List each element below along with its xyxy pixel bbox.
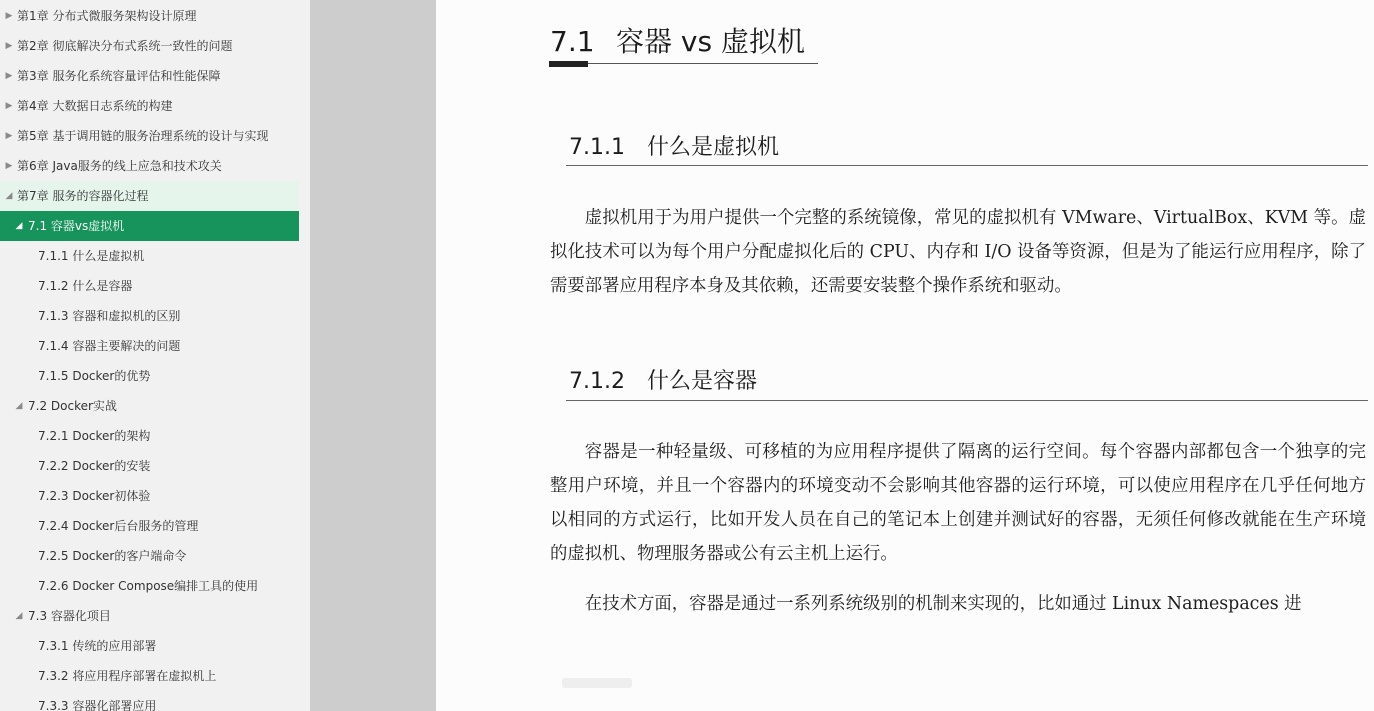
section-underline bbox=[549, 63, 818, 64]
expand-arrow-icon[interactable]: ▶ bbox=[5, 101, 13, 111]
section-title: 容器 vs 虚拟机 bbox=[616, 25, 805, 58]
toc-item[interactable] bbox=[0, 631, 299, 661]
toc-item[interactable] bbox=[0, 361, 299, 391]
toc-item[interactable] bbox=[0, 601, 299, 631]
subsection-title: 什么是虚拟机 bbox=[647, 135, 780, 160]
paragraph: 虚拟机用于为用户提供一个完整的系统镜像，常见的虚拟机有 VMware、VirtualBox、KVM 等。虚拟化技术可以为每个用户分配虚拟化后的 CPU、内存和 I/O 设备等资源，但是为了能运行应用程序，除了需要部署应用程序本身及其依赖，还需要安装整个操作系统和驱动。 bbox=[550, 208, 1366, 296]
toc-item[interactable] bbox=[0, 241, 299, 271]
subsection-underline bbox=[566, 400, 1368, 401]
expand-arrow-icon[interactable]: ▶ bbox=[5, 71, 13, 81]
toc-item-label: 7.1.3 容器和虚拟机的区别 bbox=[38, 309, 181, 323]
toc-item-label: 7.3.2 将应用程序部署在虚拟机上 bbox=[38, 669, 217, 683]
subsection-title: 什么是容器 bbox=[647, 369, 758, 394]
toc-item-label: 7.1.5 Docker的优势 bbox=[38, 369, 151, 383]
toc-item-label: 7.1.4 容器主要解决的问题 bbox=[38, 339, 181, 353]
toc-item[interactable] bbox=[0, 151, 299, 181]
collapse-arrow-icon[interactable]: ◢ bbox=[5, 191, 13, 201]
toc-item[interactable] bbox=[0, 211, 299, 241]
expand-arrow-icon[interactable]: ▶ bbox=[5, 11, 13, 21]
toc-item[interactable] bbox=[0, 331, 299, 361]
collapse-arrow-icon[interactable]: ◢ bbox=[15, 611, 23, 621]
page-footer-mark bbox=[562, 678, 632, 688]
toc-item-label: 第5章 基于调用链的服务治理系统的设计与实现 bbox=[17, 129, 269, 143]
paragraph: 在技术方面，容器是通过一系列系统级别的机制来实现的，比如通过 Linux Namespaces 进 bbox=[584, 594, 1302, 614]
toc-sidebar bbox=[0, 0, 310, 711]
sidebar-gutter bbox=[310, 0, 436, 711]
expand-arrow-icon[interactable]: ▶ bbox=[5, 131, 13, 141]
toc-item[interactable] bbox=[0, 121, 299, 151]
toc-item[interactable] bbox=[0, 301, 299, 331]
toc-item-label: 7.1 容器vs虚拟机 bbox=[28, 219, 125, 233]
toc-item-label: 第1章 分布式微服务架构设计原理 bbox=[17, 9, 197, 23]
toc-item-label: 7.3.3 容器化部署应用 bbox=[38, 699, 157, 711]
toc-item-label: 第3章 服务化系统容量评估和性能保障 bbox=[17, 69, 221, 83]
toc-item[interactable] bbox=[0, 541, 299, 571]
section-heading bbox=[550, 22, 805, 62]
toc-item[interactable] bbox=[0, 391, 299, 421]
toc-item[interactable] bbox=[0, 661, 299, 691]
toc-item-label: 7.3.1 传统的应用部署 bbox=[38, 639, 157, 653]
toc-item-label: 7.3 容器化项目 bbox=[28, 609, 111, 623]
section-number: 7.1 bbox=[550, 25, 595, 58]
toc-item[interactable] bbox=[0, 31, 299, 61]
toc-item-label: 7.2.6 Docker Compose编排工具的使用 bbox=[38, 579, 259, 593]
toc-item-label: 7.2 Docker实战 bbox=[28, 399, 117, 413]
document-page bbox=[436, 0, 1374, 711]
expand-arrow-icon[interactable]: ▶ bbox=[5, 41, 13, 51]
toc-item-label: 7.2.2 Docker的安装 bbox=[38, 459, 151, 473]
toc-item-label: 7.2.4 Docker后台服务的管理 bbox=[38, 519, 199, 533]
toc-item-label: 7.2.3 Docker初体验 bbox=[38, 489, 151, 503]
expand-arrow-icon[interactable]: ▶ bbox=[5, 161, 13, 171]
collapse-arrow-icon[interactable]: ◢ bbox=[15, 401, 23, 411]
collapse-arrow-icon[interactable]: ◢ bbox=[15, 221, 23, 231]
toc-item[interactable] bbox=[0, 451, 299, 481]
toc-item[interactable] bbox=[0, 691, 299, 711]
toc-item-label: 7.2.5 Docker的客户端命令 bbox=[38, 549, 187, 563]
subsection-number: 7.1.2 bbox=[569, 369, 625, 394]
toc-item-label: 第7章 服务的容器化过程 bbox=[17, 189, 149, 203]
toc-item[interactable] bbox=[0, 61, 299, 91]
section-underline-bar bbox=[549, 61, 588, 67]
toc-item[interactable] bbox=[0, 421, 299, 451]
toc-item-label: 第2章 彻底解决分布式系统一致性的问题 bbox=[17, 39, 233, 53]
toc-item[interactable] bbox=[0, 511, 299, 541]
subsection-heading-1 bbox=[569, 133, 779, 163]
subsection-underline bbox=[566, 165, 1368, 166]
toc-item[interactable] bbox=[0, 181, 299, 211]
toc-item[interactable] bbox=[0, 271, 299, 301]
toc-item-label: 第6章 Java服务的线上应急和技术攻关 bbox=[17, 159, 222, 173]
toc-item-label: 第4章 大数据日志系统的构建 bbox=[17, 99, 173, 113]
toc-item[interactable] bbox=[0, 481, 299, 511]
subsection-number: 7.1.1 bbox=[569, 135, 625, 160]
toc-item[interactable] bbox=[0, 571, 299, 601]
toc-item-label: 7.1.2 什么是容器 bbox=[38, 279, 133, 293]
toc-item[interactable] bbox=[0, 1, 299, 31]
toc-item-label: 7.1.1 什么是虚拟机 bbox=[38, 249, 145, 263]
paragraph: 容器是一种轻量级、可移植的为应用程序提供了隔离的运行空间。每个容器内部都包含一个独享的完整用户环境，并且一个容器内的环境变动不会影响其他容器的运行环境，可以使应用程序在几乎任何地方以相同的方式运行，比如开发人员在自己的笔记本上创建并测试好的容器，无须任何修改就能在生产环境的虚拟机、物理服务器或公有云主机上运行。 bbox=[550, 442, 1366, 564]
toc-item-label: 7.2.1 Docker的架构 bbox=[38, 429, 151, 443]
toc-item[interactable] bbox=[0, 91, 299, 121]
subsection-heading-2 bbox=[569, 367, 757, 397]
